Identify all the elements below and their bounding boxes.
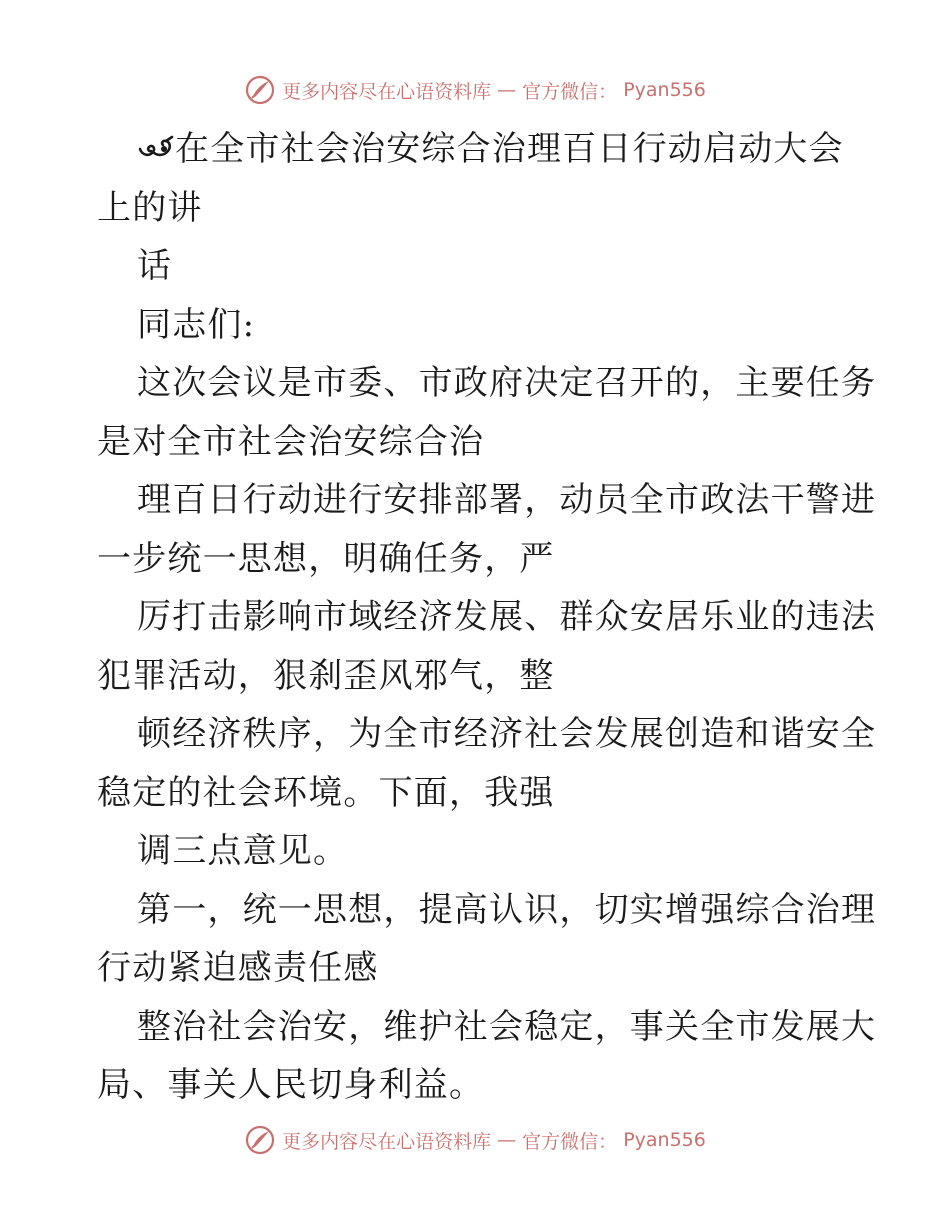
document-body bbox=[97, 120, 877, 1115]
paragraph-line: 调三点意见。 bbox=[137, 831, 349, 871]
paragraph-line: 局、事关人民切身利益。 bbox=[97, 1065, 485, 1105]
paragraph-line: 整治社会治安，维护社会稳定，事关全市发展大 bbox=[137, 1006, 877, 1047]
paragraph-line: 稳定的社会环境。下面，我强 bbox=[97, 772, 555, 813]
footer-watermark bbox=[0, 1124, 950, 1156]
salutation: 同志们: bbox=[137, 304, 256, 345]
watermark-dash: — bbox=[497, 1129, 517, 1151]
document-title-line-3: 话 bbox=[137, 246, 173, 286]
header-watermark bbox=[0, 74, 950, 106]
quill-seal-icon bbox=[244, 74, 276, 106]
paragraph-line: 一步统一思想，明确任务，严 bbox=[97, 538, 555, 579]
paragraph-line: 理百日行动进行安排部署，动员全市政法干警进 bbox=[137, 480, 877, 520]
document-title-line-2: 上的讲 bbox=[97, 187, 203, 228]
section-heading-line: 行动紧迫感责任感 bbox=[97, 948, 379, 988]
quill-seal-icon bbox=[244, 1124, 276, 1156]
document-title-text: 在全市社会治安综合治理百日行动启动大会 bbox=[175, 129, 844, 169]
watermark-wechat-label: 官方微信： bbox=[522, 1130, 618, 1153]
watermark-wechat-label: 官方微信： bbox=[522, 80, 618, 103]
watermark-wechat-id: Pyan556 bbox=[623, 79, 706, 101]
watermark-brand-text: 更多内容尽在心语资料库 bbox=[282, 80, 492, 103]
paragraph-line: 顿经济秩序，为全市经济社会发展创造和谐安全 bbox=[137, 714, 877, 754]
watermark-dash: — bbox=[497, 79, 517, 101]
section-heading-line: 第一，统一思想，提高认识，切实增强综合治理 bbox=[137, 889, 877, 930]
paragraph-line: 厉打击影响市域经济发展、群众安居乐业的违法 bbox=[137, 597, 877, 637]
paragraph-line: 是对全市社会治安综合治 bbox=[97, 421, 485, 462]
watermark-brand-text: 更多内容尽在心语资料库 bbox=[282, 1130, 492, 1153]
watermark-wechat-id: Pyan556 bbox=[623, 1129, 706, 1151]
paragraph-line: 这次会议是市委、市政府决定召开的，主要任务 bbox=[137, 363, 877, 403]
flourish-ornament-icon bbox=[137, 129, 175, 163]
document-title-line-1 bbox=[97, 120, 857, 179]
paragraph-line: 犯罪活动，狠刹歪风邪气，整 bbox=[97, 655, 555, 696]
